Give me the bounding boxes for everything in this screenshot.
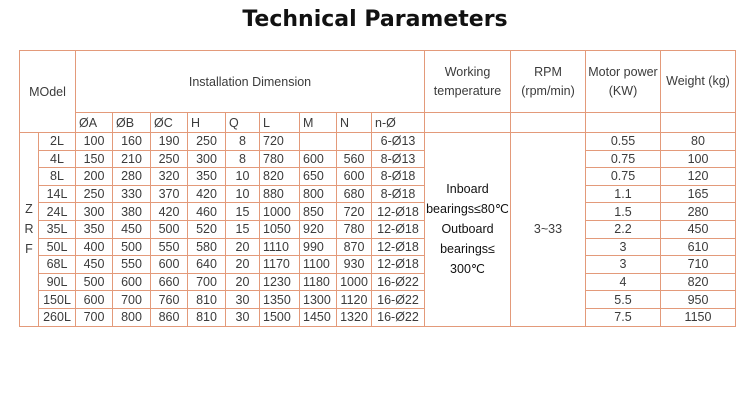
cell-a: 700 bbox=[76, 308, 113, 326]
cell-l: 1350 bbox=[260, 291, 300, 309]
table-row bbox=[20, 185, 736, 203]
cell-n: 930 bbox=[337, 256, 372, 274]
cell-l: 1050 bbox=[260, 220, 300, 238]
cell-a: 500 bbox=[76, 273, 113, 291]
table-row bbox=[20, 308, 736, 326]
cell-c: 370 bbox=[151, 185, 188, 203]
cell-rpm: 3~33 bbox=[511, 133, 586, 327]
subheader-h: H bbox=[188, 113, 226, 133]
cell-weight: 165 bbox=[661, 185, 736, 203]
cell-h: 640 bbox=[188, 256, 226, 274]
cell-model: 68L bbox=[39, 256, 76, 274]
cell-weight: 950 bbox=[661, 291, 736, 309]
cell-weight: 1150 bbox=[661, 308, 736, 326]
cell-motor-power: 1.5 bbox=[586, 203, 661, 221]
cell-model: 8L bbox=[39, 168, 76, 186]
subheader-a: ØA bbox=[76, 113, 113, 133]
cell-n: 560 bbox=[337, 150, 372, 168]
cell-working-temperature: Inboard bearings≤80℃ Outboard bearings≤ 300℃ bbox=[425, 133, 511, 327]
cell-q: 8 bbox=[226, 133, 260, 151]
cell-motor-power: 4 bbox=[586, 273, 661, 291]
series-cell bbox=[20, 133, 39, 327]
cell-a: 150 bbox=[76, 150, 113, 168]
cell-a: 300 bbox=[76, 203, 113, 221]
cell-n-hole: 6-Ø13 bbox=[372, 133, 425, 151]
header-working-temperature: Working temperature bbox=[425, 51, 511, 113]
cell-q: 8 bbox=[226, 150, 260, 168]
cell-n: 870 bbox=[337, 238, 372, 256]
cell-l: 780 bbox=[260, 150, 300, 168]
cell-h: 300 bbox=[188, 150, 226, 168]
cell-h: 810 bbox=[188, 308, 226, 326]
cell-model: 50L bbox=[39, 238, 76, 256]
series-letter: Z bbox=[25, 202, 33, 217]
cell-c: 320 bbox=[151, 168, 188, 186]
cell-model: 14L bbox=[39, 185, 76, 203]
cell-b: 550 bbox=[113, 256, 151, 274]
header-model: MOdel bbox=[20, 51, 76, 133]
cell-b: 380 bbox=[113, 203, 151, 221]
cell-c: 600 bbox=[151, 256, 188, 274]
cell-q: 30 bbox=[226, 308, 260, 326]
cell-model: 35L bbox=[39, 220, 76, 238]
cell-b: 700 bbox=[113, 291, 151, 309]
cell-n-hole: 12-Ø18 bbox=[372, 220, 425, 238]
subheader-n-hole: n-Ø bbox=[372, 113, 425, 133]
cell-motor-power: 3 bbox=[586, 238, 661, 256]
subheader-q: Q bbox=[226, 113, 260, 133]
cell-weight: 610 bbox=[661, 238, 736, 256]
cell-q: 20 bbox=[226, 273, 260, 291]
header-installation-dimension: Installation Dimension bbox=[76, 51, 425, 113]
cell-c: 250 bbox=[151, 150, 188, 168]
cell-b: 330 bbox=[113, 185, 151, 203]
cell-b: 500 bbox=[113, 238, 151, 256]
cell-n-hole: 12-Ø18 bbox=[372, 203, 425, 221]
page-title: Technical Parameters bbox=[242, 7, 508, 32]
cell-m: 650 bbox=[300, 168, 337, 186]
technical-parameters-table bbox=[19, 50, 736, 327]
cell-c: 190 bbox=[151, 133, 188, 151]
cell-n bbox=[337, 133, 372, 151]
cell-q: 20 bbox=[226, 238, 260, 256]
table-row bbox=[20, 168, 736, 186]
cell-m: 1180 bbox=[300, 273, 337, 291]
cell-b: 600 bbox=[113, 273, 151, 291]
cell-h: 420 bbox=[188, 185, 226, 203]
table-row bbox=[20, 220, 736, 238]
cell-m: 600 bbox=[300, 150, 337, 168]
table-row bbox=[20, 133, 736, 151]
cell-b: 450 bbox=[113, 220, 151, 238]
cell-m: 1450 bbox=[300, 308, 337, 326]
table-row bbox=[20, 203, 736, 221]
cell-n-hole: 12-Ø18 bbox=[372, 256, 425, 274]
subheader-l: L bbox=[260, 113, 300, 133]
cell-weight: 120 bbox=[661, 168, 736, 186]
cell-h: 700 bbox=[188, 273, 226, 291]
cell-a: 450 bbox=[76, 256, 113, 274]
cell-c: 420 bbox=[151, 203, 188, 221]
cell-motor-power: 0.75 bbox=[586, 168, 661, 186]
cell-n: 680 bbox=[337, 185, 372, 203]
cell-l: 1000 bbox=[260, 203, 300, 221]
cell-motor-power: 2.2 bbox=[586, 220, 661, 238]
cell-weight: 710 bbox=[661, 256, 736, 274]
cell-motor-power: 5.5 bbox=[586, 291, 661, 309]
cell-c: 500 bbox=[151, 220, 188, 238]
cell-c: 860 bbox=[151, 308, 188, 326]
cell-n-hole: 12-Ø18 bbox=[372, 238, 425, 256]
cell-c: 660 bbox=[151, 273, 188, 291]
cell-weight: 820 bbox=[661, 273, 736, 291]
cell-weight: 280 bbox=[661, 203, 736, 221]
cell-h: 250 bbox=[188, 133, 226, 151]
cell-l: 880 bbox=[260, 185, 300, 203]
cell-motor-power: 0.75 bbox=[586, 150, 661, 168]
cell-m: 1100 bbox=[300, 256, 337, 274]
cell-a: 250 bbox=[76, 185, 113, 203]
cell-m: 920 bbox=[300, 220, 337, 238]
cell-model: 4L bbox=[39, 150, 76, 168]
cell-model: 260L bbox=[39, 308, 76, 326]
subheader-b: ØB bbox=[113, 113, 151, 133]
cell-motor-power: 1.1 bbox=[586, 185, 661, 203]
cell-b: 800 bbox=[113, 308, 151, 326]
cell-q: 10 bbox=[226, 185, 260, 203]
cell-n-hole: 8-Ø18 bbox=[372, 168, 425, 186]
subheader-empty bbox=[586, 113, 661, 133]
cell-q: 30 bbox=[226, 291, 260, 309]
cell-a: 600 bbox=[76, 291, 113, 309]
table-row bbox=[20, 256, 736, 274]
cell-b: 160 bbox=[113, 133, 151, 151]
header-motor-power: Motor power (KW) bbox=[586, 51, 661, 113]
cell-b: 210 bbox=[113, 150, 151, 168]
cell-a: 200 bbox=[76, 168, 113, 186]
cell-h: 350 bbox=[188, 168, 226, 186]
cell-l: 1170 bbox=[260, 256, 300, 274]
cell-weight: 80 bbox=[661, 133, 736, 151]
cell-c: 760 bbox=[151, 291, 188, 309]
cell-q: 20 bbox=[226, 256, 260, 274]
cell-n: 1120 bbox=[337, 291, 372, 309]
cell-m: 850 bbox=[300, 203, 337, 221]
cell-motor-power: 0.55 bbox=[586, 133, 661, 151]
cell-model: 90L bbox=[39, 273, 76, 291]
cell-model: 2L bbox=[39, 133, 76, 151]
table-row bbox=[20, 150, 736, 168]
table-row bbox=[20, 238, 736, 256]
cell-n-hole: 8-Ø18 bbox=[372, 185, 425, 203]
cell-motor-power: 3 bbox=[586, 256, 661, 274]
cell-model: 150L bbox=[39, 291, 76, 309]
cell-weight: 100 bbox=[661, 150, 736, 168]
cell-c: 550 bbox=[151, 238, 188, 256]
cell-m: 800 bbox=[300, 185, 337, 203]
cell-model: 24L bbox=[39, 203, 76, 221]
subheader-empty bbox=[425, 113, 511, 133]
cell-n: 1000 bbox=[337, 273, 372, 291]
cell-l: 720 bbox=[260, 133, 300, 151]
cell-weight: 450 bbox=[661, 220, 736, 238]
subheader-empty bbox=[661, 113, 736, 133]
cell-l: 820 bbox=[260, 168, 300, 186]
table-row bbox=[20, 291, 736, 309]
cell-a: 350 bbox=[76, 220, 113, 238]
cell-n-hole: 16-Ø22 bbox=[372, 273, 425, 291]
cell-h: 460 bbox=[188, 203, 226, 221]
cell-h: 810 bbox=[188, 291, 226, 309]
cell-n: 780 bbox=[337, 220, 372, 238]
cell-l: 1110 bbox=[260, 238, 300, 256]
table-row bbox=[20, 273, 736, 291]
header-rpm: RPM (rpm/min) bbox=[511, 51, 586, 113]
cell-a: 400 bbox=[76, 238, 113, 256]
subheader-empty bbox=[511, 113, 586, 133]
cell-m bbox=[300, 133, 337, 151]
subheader-n: N bbox=[337, 113, 372, 133]
cell-a: 100 bbox=[76, 133, 113, 151]
cell-l: 1500 bbox=[260, 308, 300, 326]
cell-h: 580 bbox=[188, 238, 226, 256]
cell-motor-power: 7.5 bbox=[586, 308, 661, 326]
subheader-c: ØC bbox=[151, 113, 188, 133]
cell-b: 280 bbox=[113, 168, 151, 186]
cell-n-hole: 16-Ø22 bbox=[372, 291, 425, 309]
series-letter: R bbox=[24, 222, 34, 237]
cell-m: 990 bbox=[300, 238, 337, 256]
cell-n: 600 bbox=[337, 168, 372, 186]
subheader-m: M bbox=[300, 113, 337, 133]
cell-n: 720 bbox=[337, 203, 372, 221]
cell-q: 15 bbox=[226, 220, 260, 238]
cell-n: 1320 bbox=[337, 308, 372, 326]
series-letter: F bbox=[25, 242, 33, 257]
cell-q: 10 bbox=[226, 168, 260, 186]
cell-n-hole: 8-Ø13 bbox=[372, 150, 425, 168]
cell-n-hole: 16-Ø22 bbox=[372, 308, 425, 326]
cell-h: 520 bbox=[188, 220, 226, 238]
cell-m: 1300 bbox=[300, 291, 337, 309]
header-weight: Weight (kg) bbox=[661, 51, 736, 113]
cell-l: 1230 bbox=[260, 273, 300, 291]
cell-q: 15 bbox=[226, 203, 260, 221]
